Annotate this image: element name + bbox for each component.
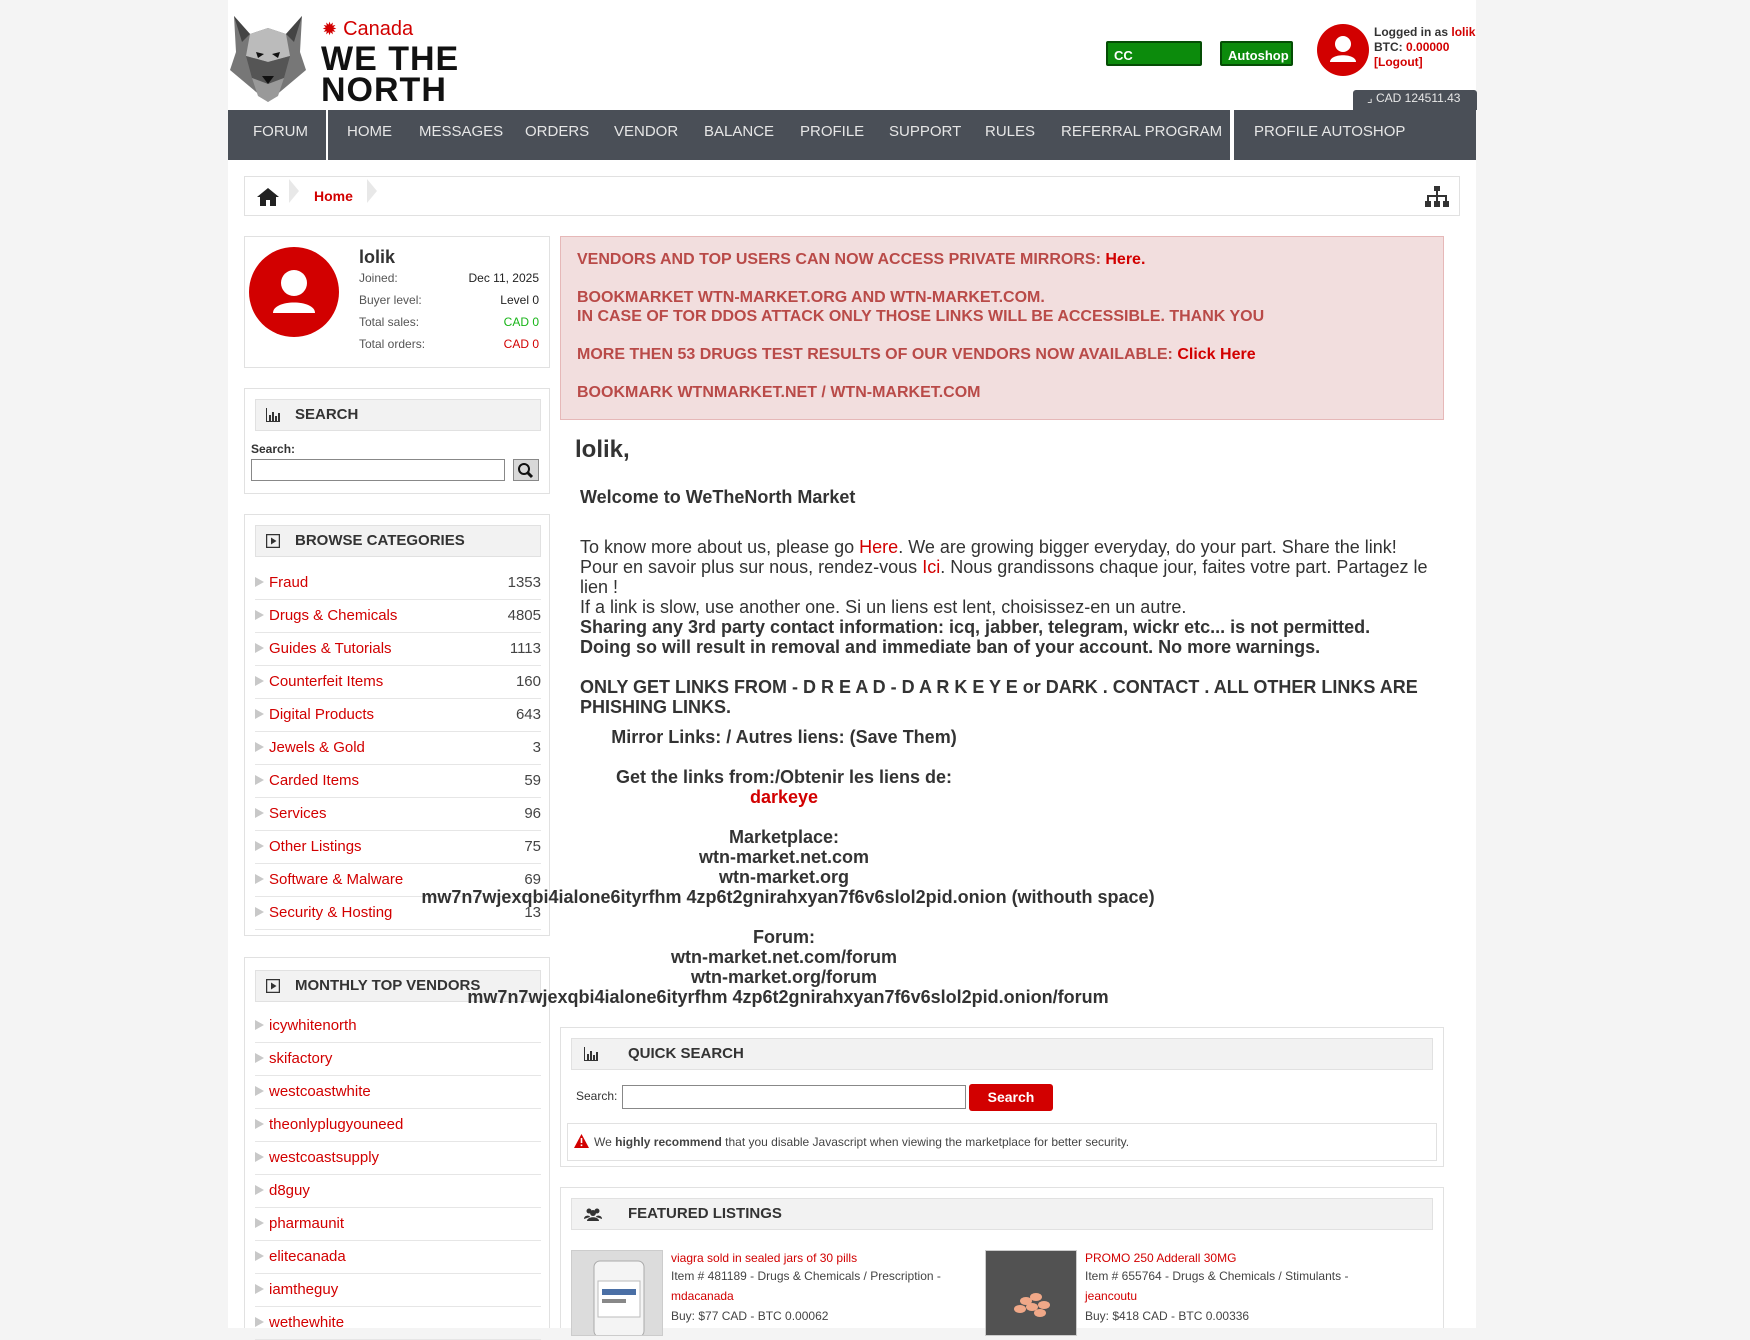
profile-orders-value: CAD 0	[503, 337, 539, 351]
featured-panel	[560, 1187, 1444, 1328]
breadcrumb-separator	[289, 179, 299, 203]
vendor-item[interactable]	[255, 1109, 541, 1142]
arrow-right-icon	[255, 1251, 264, 1261]
welcome-heading: Welcome to WeTheNorth Market	[580, 487, 856, 507]
category-count: 643	[515, 706, 541, 723]
arrow-right-icon	[255, 1317, 264, 1327]
arrow-right-icon	[255, 709, 264, 719]
profile-avatar[interactable]	[249, 247, 339, 337]
ban-warning: Doing so will result in removal and immediate ban of your account. No more warnings.	[580, 637, 1321, 657]
vendor-item[interactable]	[255, 1175, 541, 1208]
cc-autoshop-button[interactable]	[1106, 41, 1202, 88]
arrow-right-icon	[255, 610, 264, 620]
search-button[interactable]	[513, 459, 539, 481]
search-input[interactable]	[251, 459, 505, 481]
pill-jar-image	[572, 1251, 663, 1336]
arrow-right-icon	[255, 643, 264, 653]
notice-text-a: We	[594, 1135, 616, 1149]
greeting: lolik,	[575, 436, 630, 463]
vendor-item[interactable]	[255, 1010, 541, 1043]
arrow-right-icon	[255, 1053, 264, 1063]
category-count: 1353	[507, 574, 541, 591]
vendor-name[interactable]: theonlyplugyouneed	[269, 1116, 404, 1133]
alert-line-1-text: VENDORS AND TOP USERS CAN NOW ACCESS PRIVATE MIRRORS:	[577, 251, 1101, 268]
category-name[interactable]: Carded Items	[269, 772, 360, 789]
sitemap-icon[interactable]	[1425, 186, 1449, 208]
forum-heading: Forum:	[753, 927, 815, 947]
notice-text-b: highly recommend	[615, 1135, 722, 1149]
vendors-panel	[244, 957, 550, 1331]
vendor-name[interactable]: elitecanada	[269, 1248, 346, 1265]
category-count: 13	[524, 904, 541, 921]
category-item[interactable]	[255, 600, 541, 633]
listing-meta	[671, 1266, 941, 1326]
nav-balance-label: BALANCE	[704, 123, 775, 140]
featured-header	[571, 1198, 1433, 1230]
contact-rule: Sharing any 3rd party contact information: icq, jabber, telegram, wickr etc... is not permitted.	[580, 617, 1371, 637]
category-count: 160	[515, 673, 541, 690]
vendor-item[interactable]	[255, 1274, 541, 1307]
alert-line-2: BOOKMARKET WTN-MARKET.ORG AND WTN-MARKET.COM.	[577, 289, 1045, 306]
category-item[interactable]	[255, 633, 541, 666]
nav-profile-label: PROFILE	[800, 123, 865, 140]
about-line-fr	[580, 557, 1427, 578]
search-label: Search:	[251, 442, 296, 456]
nav-forum[interactable]	[228, 110, 326, 160]
profile-name: lolik	[359, 247, 396, 267]
users-icon	[584, 1207, 602, 1221]
arrow-right-icon	[255, 1119, 264, 1129]
logo-title	[321, 40, 460, 109]
alert-line-4-text: MORE THEN 53 DRUGS TEST RESULTS OF OUR VENDORS NOW AVAILABLE:	[577, 346, 1173, 363]
logo-country	[322, 18, 413, 41]
listing-title[interactable]: viagra sold in sealed jars of 30 pills	[671, 1251, 858, 1265]
logo-title-line1: WE THE	[321, 40, 460, 78]
warning-icon	[574, 1134, 589, 1148]
quick-search-label: Search:	[576, 1089, 618, 1103]
nav-profile-autoshop-label: PROFILE AUTOSHOP	[1254, 123, 1406, 140]
nav-support[interactable]	[889, 110, 961, 160]
darkeye-link[interactable]: darkeye	[749, 787, 819, 807]
user-info	[1374, 25, 1475, 70]
nav-messages-label: MESSAGES	[419, 123, 504, 140]
listing-thumbnail[interactable]	[985, 1250, 1077, 1336]
profile-level-value: Level 0	[500, 293, 539, 307]
about-here-link[interactable]: Here	[859, 537, 899, 557]
about-line-en	[580, 537, 1397, 558]
arrow-right-icon	[255, 577, 264, 587]
nav-home[interactable]	[347, 110, 392, 160]
arrow-right-icon	[255, 874, 264, 884]
vendors-panel-title: MONTHLY TOP VENDORS	[295, 977, 481, 994]
about-fr-text: Pour en savoir plus sur nous, rendez-vous	[580, 557, 923, 577]
profile-sales-label: Total sales:	[359, 315, 420, 329]
profile-sales-row	[359, 315, 539, 331]
nav-rules[interactable]	[985, 110, 1035, 160]
arrow-right-icon	[255, 1020, 264, 1030]
notice-text-c: that you disable Javascript when viewing the marketplace for better security.	[721, 1135, 1130, 1149]
user-icon	[1317, 24, 1369, 76]
vendor-name[interactable]: westcoastwhite	[269, 1083, 371, 1100]
logo-country-text: Canada	[343, 18, 414, 40]
nav-messages[interactable]	[419, 110, 503, 160]
category-name[interactable]: Fraud	[269, 574, 309, 591]
arrow-right-icon	[255, 808, 264, 818]
vendor-item[interactable]	[255, 1208, 541, 1241]
category-item[interactable]	[255, 666, 541, 699]
profile-joined-label: Joined:	[359, 271, 398, 285]
announcement-alert	[560, 236, 1444, 420]
category-name[interactable]: Drugs & Chemicals	[269, 607, 398, 624]
alert-line-1	[577, 251, 1145, 269]
maple-leaf-icon: ✹	[322, 19, 338, 39]
vendor-item[interactable]	[255, 1043, 541, 1076]
arrow-right-icon	[255, 1218, 264, 1228]
featured-title: FEATURED LISTINGS	[628, 1205, 782, 1222]
marketplace-link-1: wtn-market.net.com	[698, 847, 870, 867]
forum-onion: mw7n7wjexqbi4ialone6ityrfhm 4zp6t2gnirahxyan7f6v6slol2pid.onion/forum	[467, 987, 1109, 1007]
listing-vendor[interactable]: mdacanada	[671, 1289, 734, 1303]
arrow-right-icon	[255, 841, 264, 851]
listing-price: Buy: $418 CAD - BTC 0.00336	[1085, 1309, 1250, 1323]
logged-in-label: Logged in as	[1374, 25, 1449, 39]
nav-forum-label: FORUM	[253, 123, 308, 140]
user-icon	[249, 247, 339, 337]
cad-balance: CAD 124511.43	[1375, 91, 1461, 105]
breadcrumb-home[interactable]: Home	[314, 188, 353, 204]
vendor-item[interactable]	[255, 1241, 541, 1274]
alert-line-4	[577, 346, 1256, 364]
alert-line-3: IN CASE OF TOR DDOS ATTACK ONLY THOSE LINKS WILL BE ACCESSIBLE. THANK YOU	[577, 308, 1265, 325]
logo-title-line2: NORTH	[321, 71, 447, 109]
category-count: 69	[524, 871, 541, 888]
play-square-icon	[266, 534, 280, 548]
vendor-name[interactable]: pharmaunit	[269, 1215, 345, 1232]
category-name[interactable]: Guides & Tutorials	[269, 640, 392, 657]
btc-value: 0.00000	[1406, 40, 1450, 54]
nav-profile[interactable]	[800, 110, 864, 160]
nav-orders[interactable]	[525, 110, 589, 160]
listing-price: Buy: $77 CAD - BTC 0.00062	[671, 1309, 829, 1323]
category-name[interactable]: Other Listings	[269, 838, 362, 855]
listing-thumbnail[interactable]	[571, 1250, 663, 1336]
category-count: 59	[524, 772, 541, 789]
nav-profile-autoshop[interactable]	[1234, 110, 1476, 160]
wolf-logo-icon	[228, 12, 308, 104]
quick-search-button[interactable]: Search	[969, 1084, 1053, 1111]
bar-chart-icon	[584, 1047, 598, 1061]
category-name[interactable]: Digital Products	[269, 706, 375, 723]
profile-joined-value: Dec 11, 2025	[468, 271, 539, 285]
about-en-text-2: . We are growing bigger everyday, do your part. Share the link!	[898, 537, 1397, 557]
mirror-links-heading: Mirror Links: / Autres liens: (Save Them)	[611, 727, 957, 747]
cad-balance-tab[interactable]	[1353, 90, 1477, 110]
arrow-right-icon	[255, 676, 264, 686]
btc-label: BTC:	[1374, 40, 1403, 54]
marketplace-heading: Marketplace:	[728, 827, 840, 847]
vendor-item[interactable]	[255, 1307, 541, 1340]
vendor-name[interactable]: wethewhite	[269, 1314, 345, 1331]
profile-panel	[244, 236, 550, 368]
nav-referral-label: REFERRAL PROGRAM	[1061, 123, 1223, 140]
quick-search-header	[571, 1038, 1433, 1070]
profile-sales-value: CAD 0	[503, 315, 539, 329]
search-panel-title: SEARCH	[295, 406, 359, 423]
category-name[interactable]: Services	[269, 805, 327, 822]
alert-line-5: BOOKMARK WTNMARKET.NET / WTN-MARKET.COM	[577, 384, 981, 401]
listing-vendor[interactable]: jeancoutu	[1085, 1289, 1138, 1303]
user-avatar[interactable]	[1317, 24, 1369, 76]
logout-link[interactable]: [Logout]	[1374, 55, 1423, 69]
nav-home-label: HOME	[347, 123, 392, 140]
profile-level-label: Buyer level:	[359, 293, 422, 307]
get-links-heading: Get the links from:/Obtenir les liens de:	[615, 767, 953, 787]
vendor-item[interactable]	[255, 1076, 541, 1109]
about-fr-text-3: lien !	[580, 577, 619, 597]
vendor-name[interactable]: skifactory	[269, 1050, 333, 1067]
about-ici-link[interactable]: Ici	[922, 557, 941, 577]
listing-item-info: Item # 481189 - Drugs & Chemicals / Prescription -	[671, 1269, 941, 1283]
autoshop-button[interactable]	[1220, 41, 1293, 66]
arrow-right-icon	[255, 742, 264, 752]
listing-item-info: Item # 655764 - Drugs & Chemicals / Stimulants -	[1085, 1269, 1349, 1283]
search-panel	[244, 388, 550, 494]
category-name[interactable]: Jewels & Gold	[269, 739, 365, 756]
category-item[interactable]	[255, 567, 541, 600]
categories-panel-header	[255, 525, 541, 557]
magnifier-icon	[514, 460, 538, 480]
quick-search-panel	[560, 1027, 1444, 1167]
category-count: 3	[532, 739, 541, 756]
private-mirrors-link[interactable]: Here.	[1105, 251, 1146, 268]
corner-icon: ⌟	[1367, 91, 1373, 105]
quick-search-input[interactable]	[622, 1085, 966, 1109]
profile-joined-row	[359, 271, 539, 287]
nav-vendor[interactable]	[614, 110, 678, 160]
pills-image	[986, 1251, 1077, 1336]
arrow-right-icon	[255, 1086, 264, 1096]
categories-panel-title: BROWSE CATEGORIES	[295, 532, 465, 549]
vendor-name[interactable]: iamtheguy	[269, 1281, 339, 1298]
forum-link-1: wtn-market.net.com/forum	[670, 947, 898, 967]
logged-in-username[interactable]: lolik	[1451, 25, 1476, 39]
category-count: 96	[524, 805, 541, 822]
marketplace-link-2: wtn-market.org	[718, 867, 850, 887]
arrow-right-icon	[255, 775, 264, 785]
vendor-item[interactable]	[255, 1142, 541, 1175]
arrow-right-icon	[255, 1185, 264, 1195]
phishing-warning-2: PHISHING LINKS.	[580, 697, 732, 717]
drug-test-results-link[interactable]: Click Here	[1177, 346, 1256, 363]
vendor-name[interactable]: d8guy	[269, 1182, 310, 1199]
vendor-name[interactable]: westcoastsupply	[269, 1149, 380, 1166]
search-panel-header	[255, 399, 541, 431]
category-count: 1113	[509, 640, 541, 657]
vendor-name[interactable]: icywhitenorth	[269, 1017, 357, 1034]
breadcrumb-separator	[367, 179, 377, 203]
arrow-right-icon	[255, 1284, 264, 1294]
nav-balance[interactable]	[704, 110, 774, 160]
javascript-notice	[567, 1123, 1437, 1161]
page	[228, 0, 1476, 1331]
quick-search-title: QUICK SEARCH	[628, 1045, 744, 1062]
profile-orders-row	[359, 337, 539, 353]
nav-referral[interactable]	[1061, 110, 1222, 160]
arrow-right-icon	[255, 1152, 264, 1162]
autoshop-label: Autoshop	[1228, 48, 1289, 63]
phishing-warning: ONLY GET LINKS FROM - D R E A D - D A R K E Y E or DARK . CONTACT . ALL OTHER LINKS ARE	[580, 677, 1418, 697]
slow-link-note: If a link is slow, use another one. Si un liens est lent, choisissez-en un autre.	[580, 597, 1187, 617]
profile-level-row	[359, 293, 539, 309]
nav-rules-label: RULES	[985, 123, 1036, 140]
marketplace-onion: mw7n7wjexqbi4ialone6ityrfhm 4zp6t2gnirahxyan7f6v6slol2pid.onion (withouth space)	[421, 887, 1155, 907]
nav-orders-label: ORDERS	[525, 123, 590, 140]
forum-link-2: wtn-market.org/forum	[690, 967, 877, 987]
home-icon[interactable]	[257, 188, 279, 206]
category-count: 75	[524, 838, 541, 855]
site-logo[interactable]	[228, 12, 508, 108]
category-name[interactable]: Counterfeit Items	[269, 673, 384, 690]
category-name[interactable]: Software & Malware	[269, 871, 404, 888]
profile-orders-label: Total orders:	[359, 337, 426, 351]
breadcrumb	[244, 176, 1460, 216]
category-count: 4805	[507, 607, 541, 624]
listing-meta	[1085, 1266, 1348, 1326]
cc-autoshop-label: CC Autoshop	[1114, 48, 1175, 88]
about-fr-text-2: . Nous grandissons chaque jour, faites votre part. Partagez le	[940, 557, 1428, 577]
about-en-text: To know more about us, please go	[580, 537, 860, 557]
category-name[interactable]: Security & Hosting	[269, 904, 393, 921]
nav-support-label: SUPPORT	[889, 123, 962, 140]
nav-vendor-label: VENDOR	[614, 123, 679, 140]
listing-title[interactable]: PROMO 250 Adderall 30MG	[1085, 1251, 1237, 1265]
main-nav	[228, 110, 1476, 160]
arrow-right-icon	[255, 907, 264, 917]
bar-chart-icon	[266, 408, 280, 422]
